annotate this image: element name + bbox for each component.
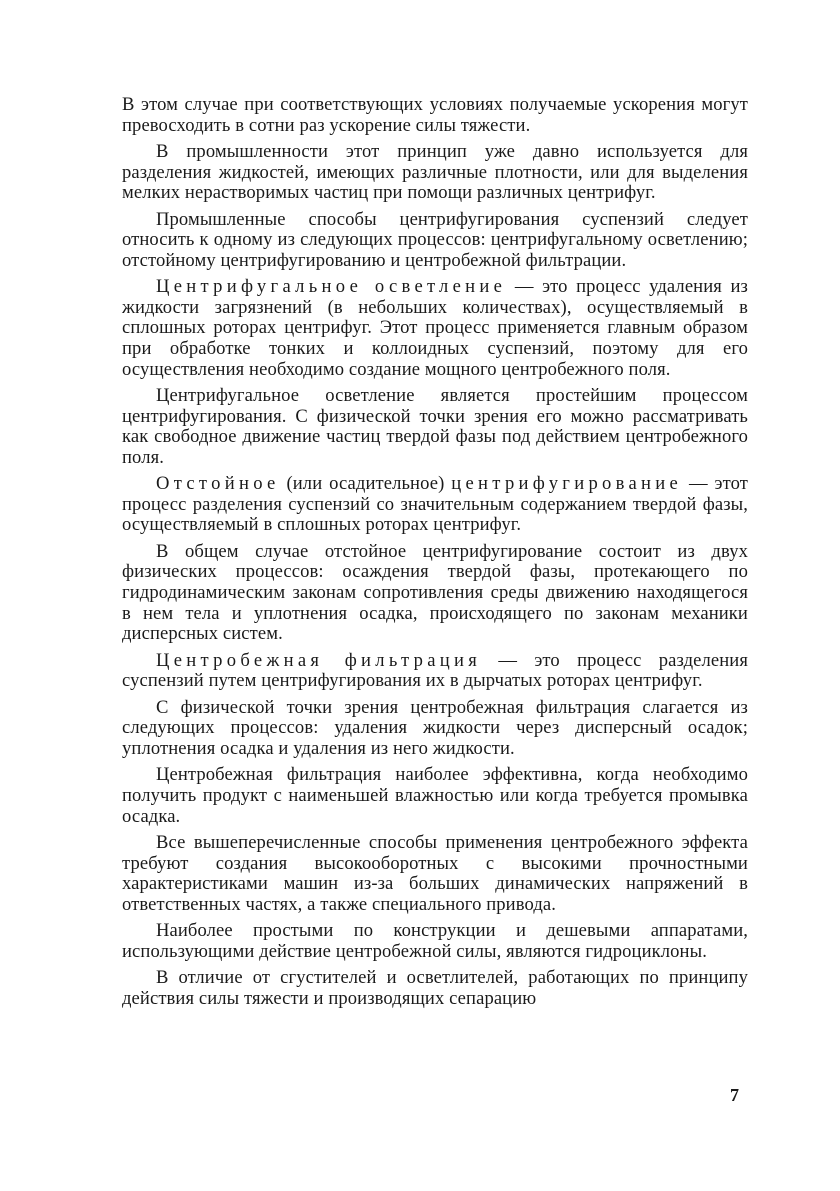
paragraph-text: Все вышеперечисленные способы применения центробежного эффекта требуют создания высокооборотных с высокими прочностными характеристиками машин из-за больших динамических напряжений в ответственных частях, а также специального привода. — [122, 832, 748, 915]
defined-term: Центробежная фильтрация — [156, 649, 482, 671]
paragraph — [122, 968, 748, 1009]
paragraph-text: В этом случае при соответствующих условиях получаемые ускорения могут превосходить в сотни раз ускорение силы тяжести. — [122, 94, 748, 136]
paragraph — [122, 765, 748, 827]
body-text — [122, 95, 748, 1015]
paragraph-text: — этот процесс разделения суспензий со значительным содержанием твердой фазы, осуществляемый в сплошных роторах центрифуг. — [122, 473, 748, 536]
paragraph — [122, 833, 748, 915]
paragraph — [122, 210, 748, 272]
paragraph-text: — это процесс удаления из жидкости загрязнений (в небольших количествах), осуществляемый в сплошных роторах центрифуг. Этот процесс применяется главным образом при обработке тонких и коллоидных суспензий, поэтому для его осуществления необходимо создание мощного центробежного поля. — [122, 276, 749, 380]
paragraph — [122, 386, 748, 468]
paragraph-definition — [122, 474, 748, 536]
paragraph — [122, 921, 748, 962]
paragraph-definition — [122, 651, 748, 692]
paragraph-text: Центробежная фильтрация наиболее эффективна, когда необходимо получить продукт с наименьшей влажностью или когда требуется промывка осадка. — [122, 764, 748, 827]
defined-term-tail: центрифугирование — [451, 473, 683, 495]
paragraph-text: Центрифугальное осветление является простейшим процессом центрифугирования. С физической точки зрения его можно рассматривать как свободное движение частиц твердой фазы под действием центробежного поля. — [122, 385, 748, 468]
paragraph-text: В промышленности этот принцип уже давно используется для разделения жидкостей, имеющих различные плотности, или для выделения мелких нерастворимых частиц при помощи различных центрифуг. — [122, 141, 748, 204]
paragraph — [122, 542, 748, 645]
defined-term: Отстойное — [156, 473, 280, 495]
paragraph-text: Наиболее простыми по конструкции и дешевыми аппаратами, использующими действие центробежной силы, являются гидроциклоны. — [122, 920, 748, 962]
paragraph — [122, 698, 748, 760]
paragraph-text: В общем случае отстойное центрифугирование состоит из двух физических процессов: осаждения твердой фазы, протекающего по гидродинамическим законам сопротивления среды движению находящегося в нем тела и уплотнения осадка, происходящего по законам механики дисперсных систем. — [122, 540, 748, 645]
defined-term: Центрифугальное осветление — [156, 276, 507, 298]
term-note: (или осадительное) — [286, 473, 445, 495]
paragraph-text: Промышленные способы центрифугирования суспензий следует относить к одному из следующих процессов: центрифугальному осветлению; отстойному центрифугированию и центробежной фильтрации. — [122, 208, 748, 271]
paragraph — [122, 95, 748, 136]
page-number: 7 — [730, 1085, 739, 1105]
paragraph-text: В отличие от сгустителей и осветлителей, работающих по принципу действия силы тяжести и производящих сепарацию — [122, 967, 748, 1009]
paragraph — [122, 142, 748, 204]
paragraph-text: — это процесс разделения суспензий путем центрифугирования их в дырчатых роторах центрифуг. — [122, 649, 748, 692]
paragraph-definition — [122, 277, 748, 380]
paragraph-text: С физической точки зрения центробежная фильтрация слагается из следующих процессов: удаления жидкости через дисперсный осадок; уплотнения осадка и удаления из него жидкости. — [122, 696, 748, 759]
